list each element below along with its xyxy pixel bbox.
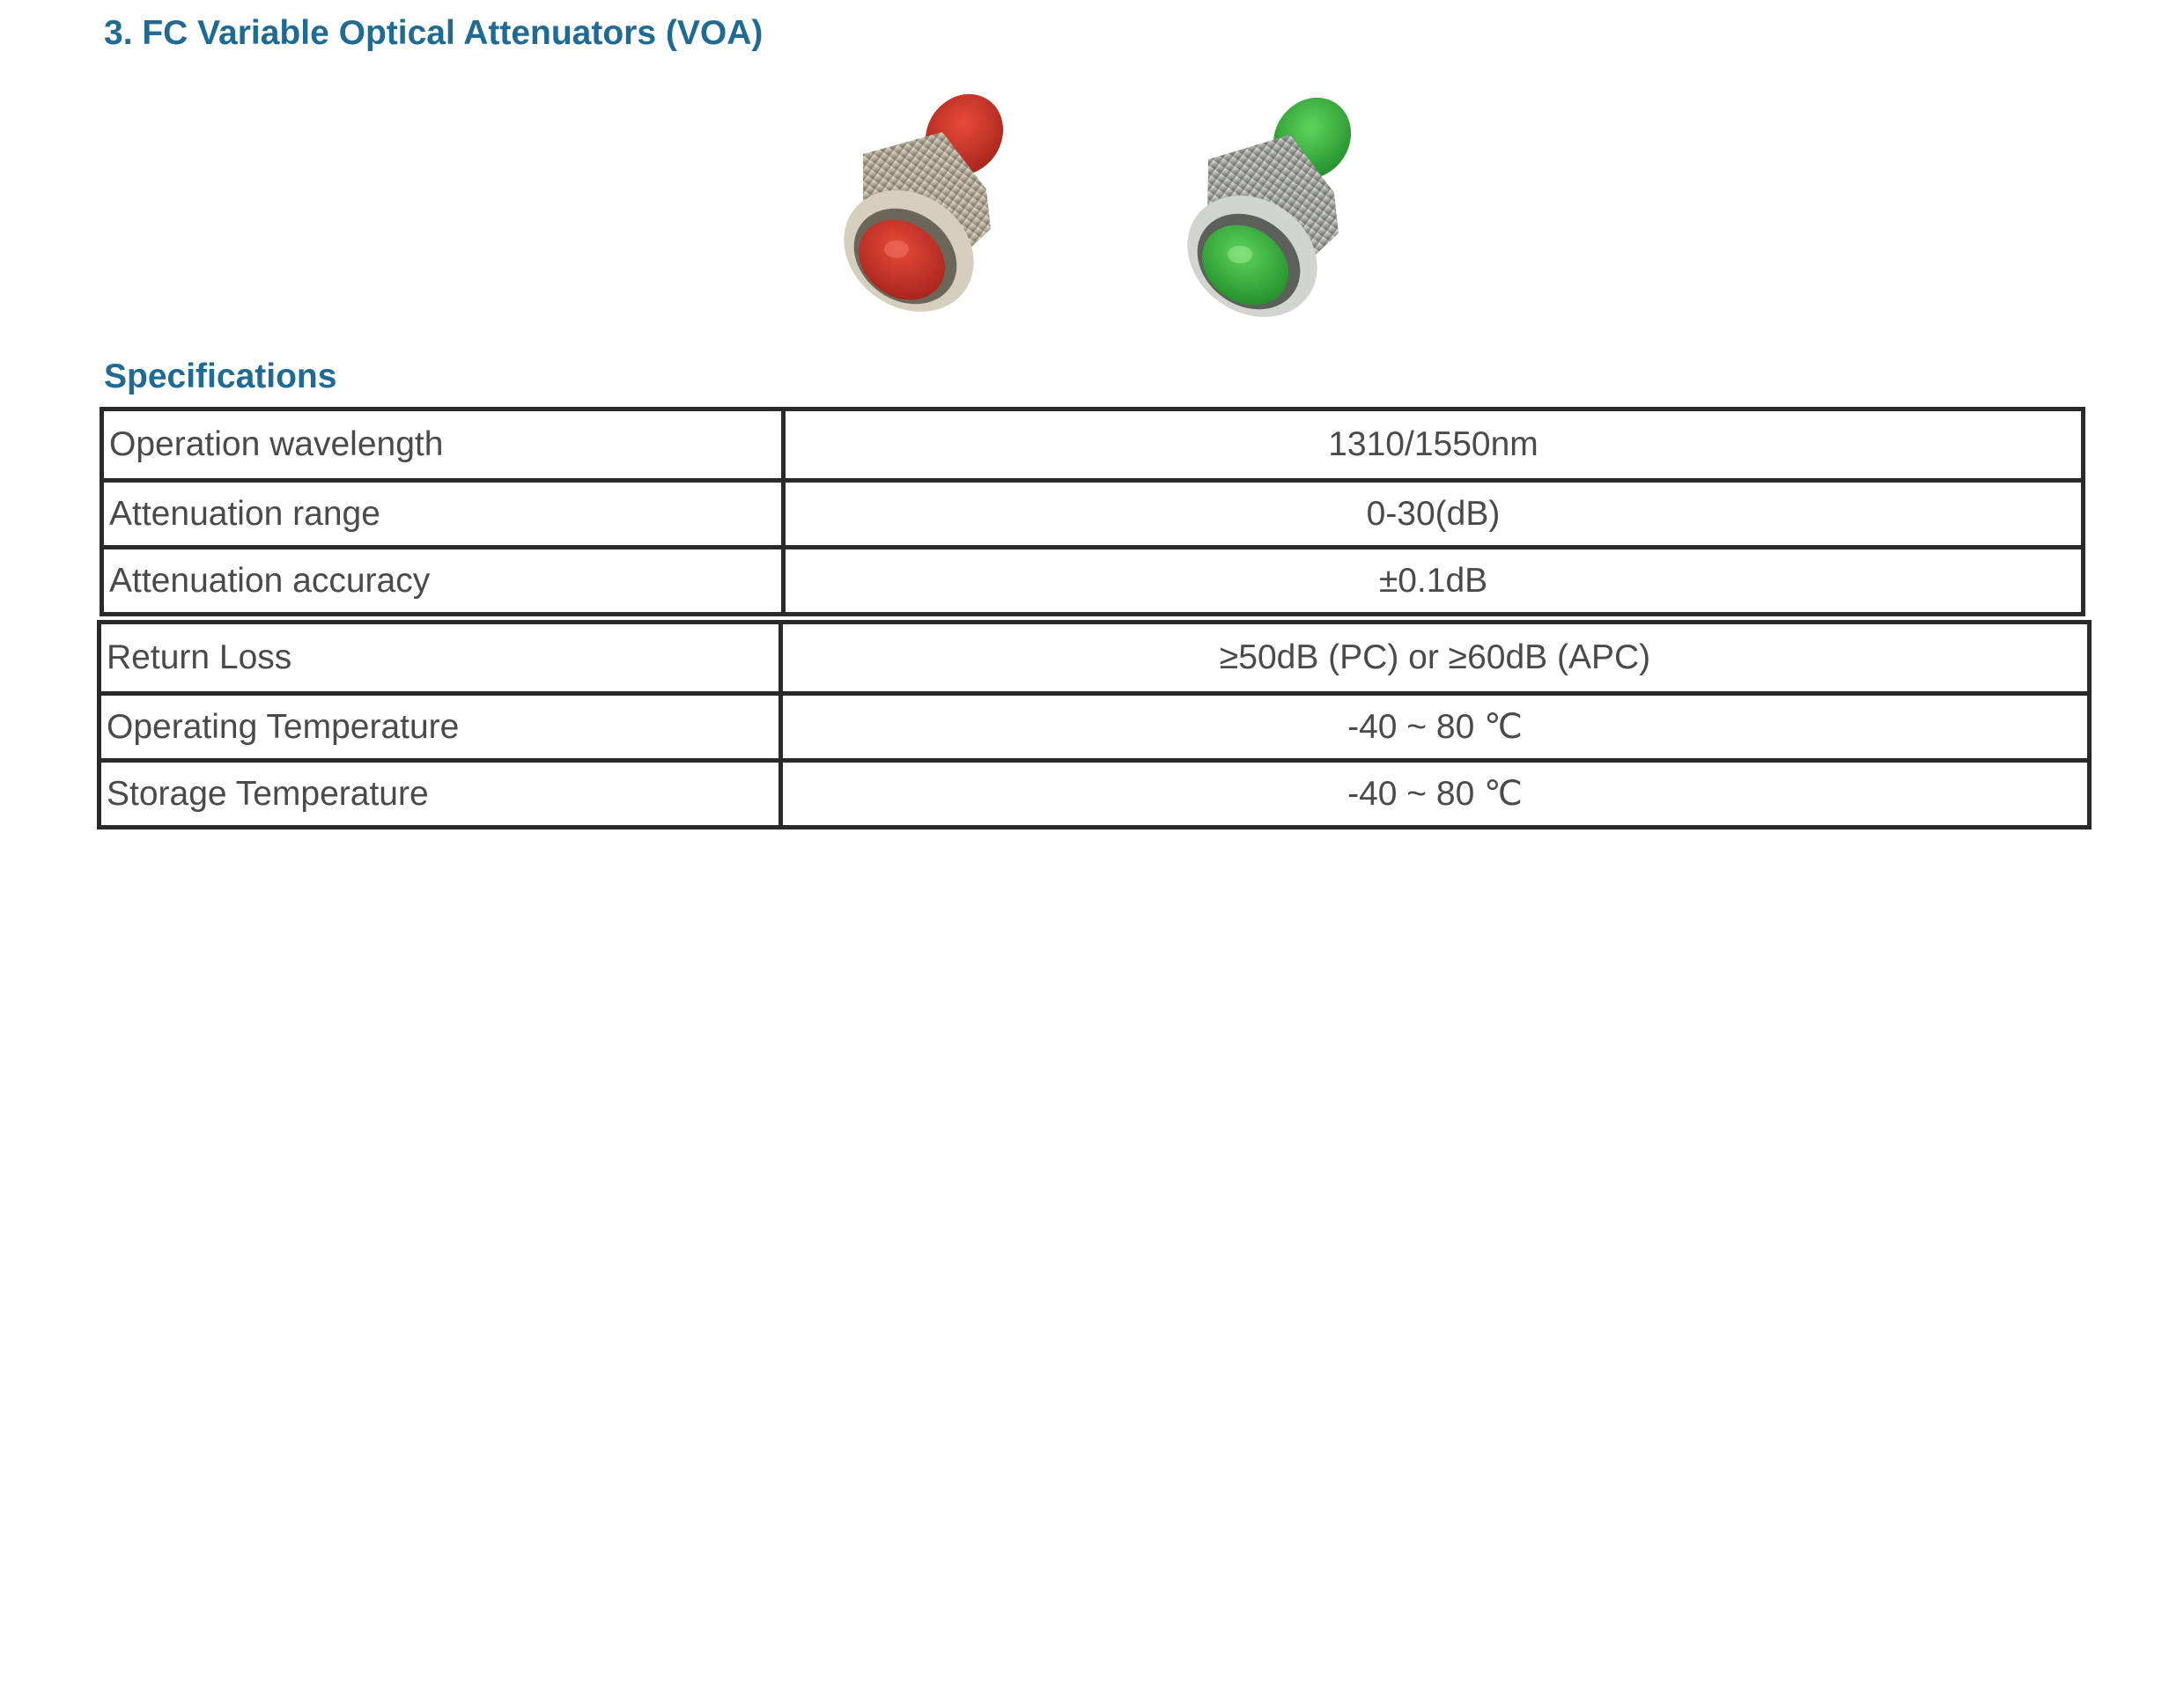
spec-value: -40 ~ 80 ℃ [1347, 708, 1523, 746]
specifications-table [100, 407, 2085, 829]
specifications-heading: Specifications [104, 358, 337, 395]
spec-value: 0-30(dB) [1366, 494, 1501, 533]
table-row [101, 691, 2087, 758]
product-images [793, 84, 1427, 330]
spec-label: Storage Temperature [101, 763, 783, 825]
spec-value: ±0.1dB [1378, 561, 1488, 600]
spec-value: -40 ~ 80 ℃ [1347, 775, 1523, 813]
voa-red-image [810, 84, 1039, 321]
spec-label: Operating Temperature [101, 696, 783, 758]
specifications-group [100, 407, 2085, 616]
spec-value: 1310/1550nm [1328, 425, 1538, 463]
table-row [101, 758, 2087, 825]
table-row [104, 478, 2081, 545]
table-row [101, 624, 2087, 691]
table-row [104, 411, 2081, 478]
spec-value: ≥50dB (PC) or ≥60dB (APC) [1219, 638, 1651, 676]
spec-label: Return Loss [101, 624, 783, 691]
page-title: 3. FC Variable Optical Attenuators (VOA) [104, 14, 764, 52]
specifications-group [97, 620, 2092, 829]
spec-label: Operation wavelength [104, 411, 786, 478]
voa-green-image [1154, 84, 1383, 321]
spec-label: Attenuation range [104, 483, 786, 545]
spec-label: Attenuation accuracy [104, 549, 786, 612]
table-row [104, 545, 2081, 612]
